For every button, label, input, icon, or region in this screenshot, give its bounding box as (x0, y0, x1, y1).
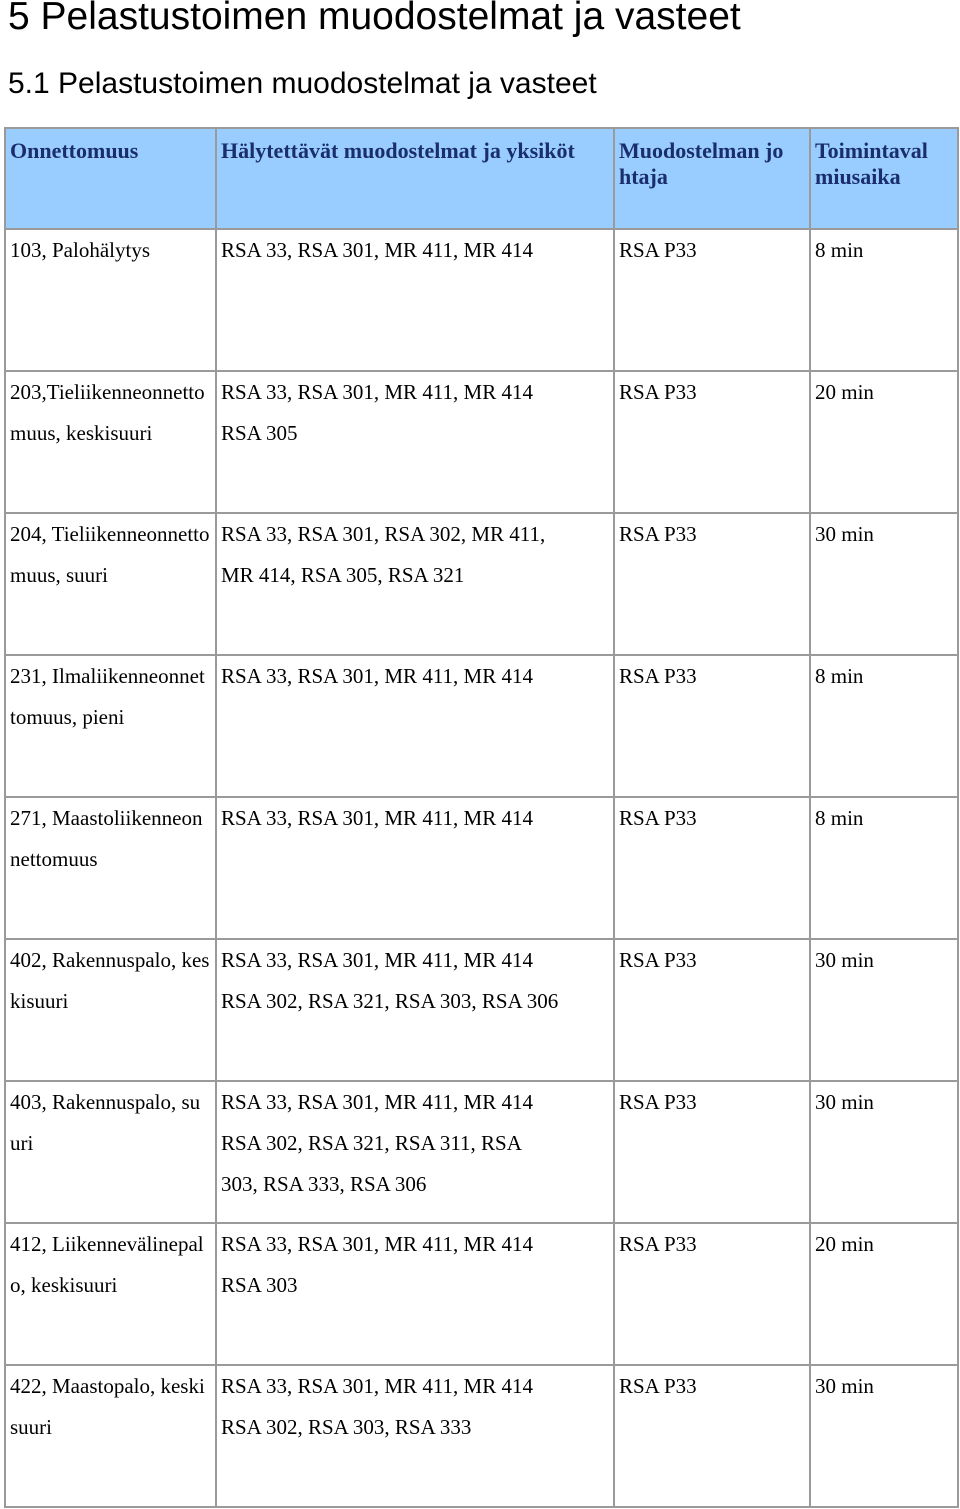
table-row (5, 513, 958, 655)
accident-label: 203,Tieliikenneonnettomuus, keskisuuri (10, 380, 205, 445)
accident-label: 204, Tieliikenneonnettomuus, suuri (10, 522, 210, 587)
unit-line: RSA 33, RSA 301, MR 411, MR 414 (221, 1232, 533, 1256)
unit-line: RSA 305 (221, 421, 298, 445)
command-cell: RSA P33 (614, 797, 810, 939)
time-cell: 20 min (810, 1223, 958, 1365)
command-cell: RSA P33 (614, 1365, 810, 1507)
unit-line: RSA 33, RSA 301, MR 411, MR 414 (221, 1090, 533, 1114)
time-cell: 30 min (810, 513, 958, 655)
unit-line: RSA 302, RSA 303, RSA 333 (221, 1415, 472, 1439)
time-cell: 20 min (810, 371, 958, 513)
table-body (5, 229, 958, 1507)
unit-line: RSA 33, RSA 301, RSA 302, MR 411, (221, 522, 546, 546)
unit-line: RSA 303 (221, 1273, 298, 1297)
accident-label: 402, Rakennuspalo, keskisuuri (10, 948, 210, 1013)
time-cell: 30 min (810, 1081, 958, 1223)
table-row (5, 229, 958, 371)
command-cell: RSA P33 (614, 655, 810, 797)
header-time (810, 128, 958, 229)
unit-line: RSA 33, RSA 301, MR 411, MR 414 (221, 948, 533, 972)
accident-label: 412, Liikennevälinepalo, keskisuuri (10, 1232, 204, 1297)
table-row (5, 371, 958, 513)
header-command (614, 128, 810, 229)
unit-line: RSA 302, RSA 321, RSA 303, RSA 306 (221, 989, 559, 1013)
units-cell (216, 513, 614, 655)
accident-label: 103, Palohälytys (10, 238, 150, 262)
table-row (5, 1081, 958, 1223)
units-cell (216, 797, 614, 939)
time-cell: 8 min (810, 655, 958, 797)
time-cell: 8 min (810, 797, 958, 939)
accident-cell (5, 229, 216, 371)
header-command-label: Muodostelman johtaja (619, 138, 784, 189)
units-cell (216, 229, 614, 371)
accident-cell (5, 371, 216, 513)
accident-label: 271, Maastoliikenneonnettomuus (10, 806, 203, 871)
accident-cell (5, 655, 216, 797)
unit-line: RSA 33, RSA 301, MR 411, MR 414 (221, 664, 533, 688)
time-cell: 8 min (810, 229, 958, 371)
header-time-label: Toimintavalmiusaika (815, 138, 928, 189)
units-cell (216, 655, 614, 797)
time-cell: 30 min (810, 939, 958, 1081)
header-units: Hälytettävät muodostelmat ja yksiköt (216, 128, 614, 229)
response-table (4, 127, 959, 1508)
command-cell: RSA P33 (614, 1223, 810, 1365)
unit-line: RSA 302, RSA 321, RSA 311, RSA (221, 1131, 522, 1155)
command-cell: RSA P33 (614, 229, 810, 371)
unit-line: RSA 33, RSA 301, MR 411, MR 414 (221, 1374, 533, 1398)
accident-cell (5, 939, 216, 1081)
header-accident: Onnettomuus (5, 128, 216, 229)
units-cell (216, 371, 614, 513)
accident-label: 231, Ilmaliikenneonnettomuus, pieni (10, 664, 205, 729)
units-cell (216, 1365, 614, 1507)
units-cell (216, 1223, 614, 1365)
unit-line: RSA 33, RSA 301, MR 411, MR 414 (221, 806, 533, 830)
table-row (5, 797, 958, 939)
accident-cell (5, 1365, 216, 1507)
command-cell: RSA P33 (614, 513, 810, 655)
accident-cell (5, 797, 216, 939)
unit-line: 303, RSA 333, RSA 306 (221, 1172, 427, 1196)
table-row (5, 655, 958, 797)
table-row (5, 1223, 958, 1365)
command-cell: RSA P33 (614, 1081, 810, 1223)
section-heading: 5.1 Pelastustoimen muodostelmat ja vasteet (8, 67, 597, 100)
accident-cell (5, 1223, 216, 1365)
command-cell: RSA P33 (614, 939, 810, 1081)
units-cell (216, 1081, 614, 1223)
accident-cell (5, 513, 216, 655)
units-cell (216, 939, 614, 1081)
command-cell: RSA P33 (614, 371, 810, 513)
table-row (5, 1365, 958, 1507)
page-heading: 5 Pelastustoimen muodostelmat ja vasteet (8, 0, 741, 38)
table-row (5, 939, 958, 1081)
time-cell: 30 min (810, 1365, 958, 1507)
unit-line: MR 414, RSA 305, RSA 321 (221, 563, 465, 587)
accident-cell (5, 1081, 216, 1223)
table-header-row (5, 128, 958, 229)
unit-line: RSA 33, RSA 301, MR 411, MR 414 (221, 380, 533, 404)
accident-label: 403, Rakennuspalo, suuri (10, 1090, 201, 1155)
unit-line: RSA 33, RSA 301, MR 411, MR 414 (221, 238, 533, 262)
accident-label: 422, Maastopalo, keskisuuri (10, 1374, 205, 1439)
